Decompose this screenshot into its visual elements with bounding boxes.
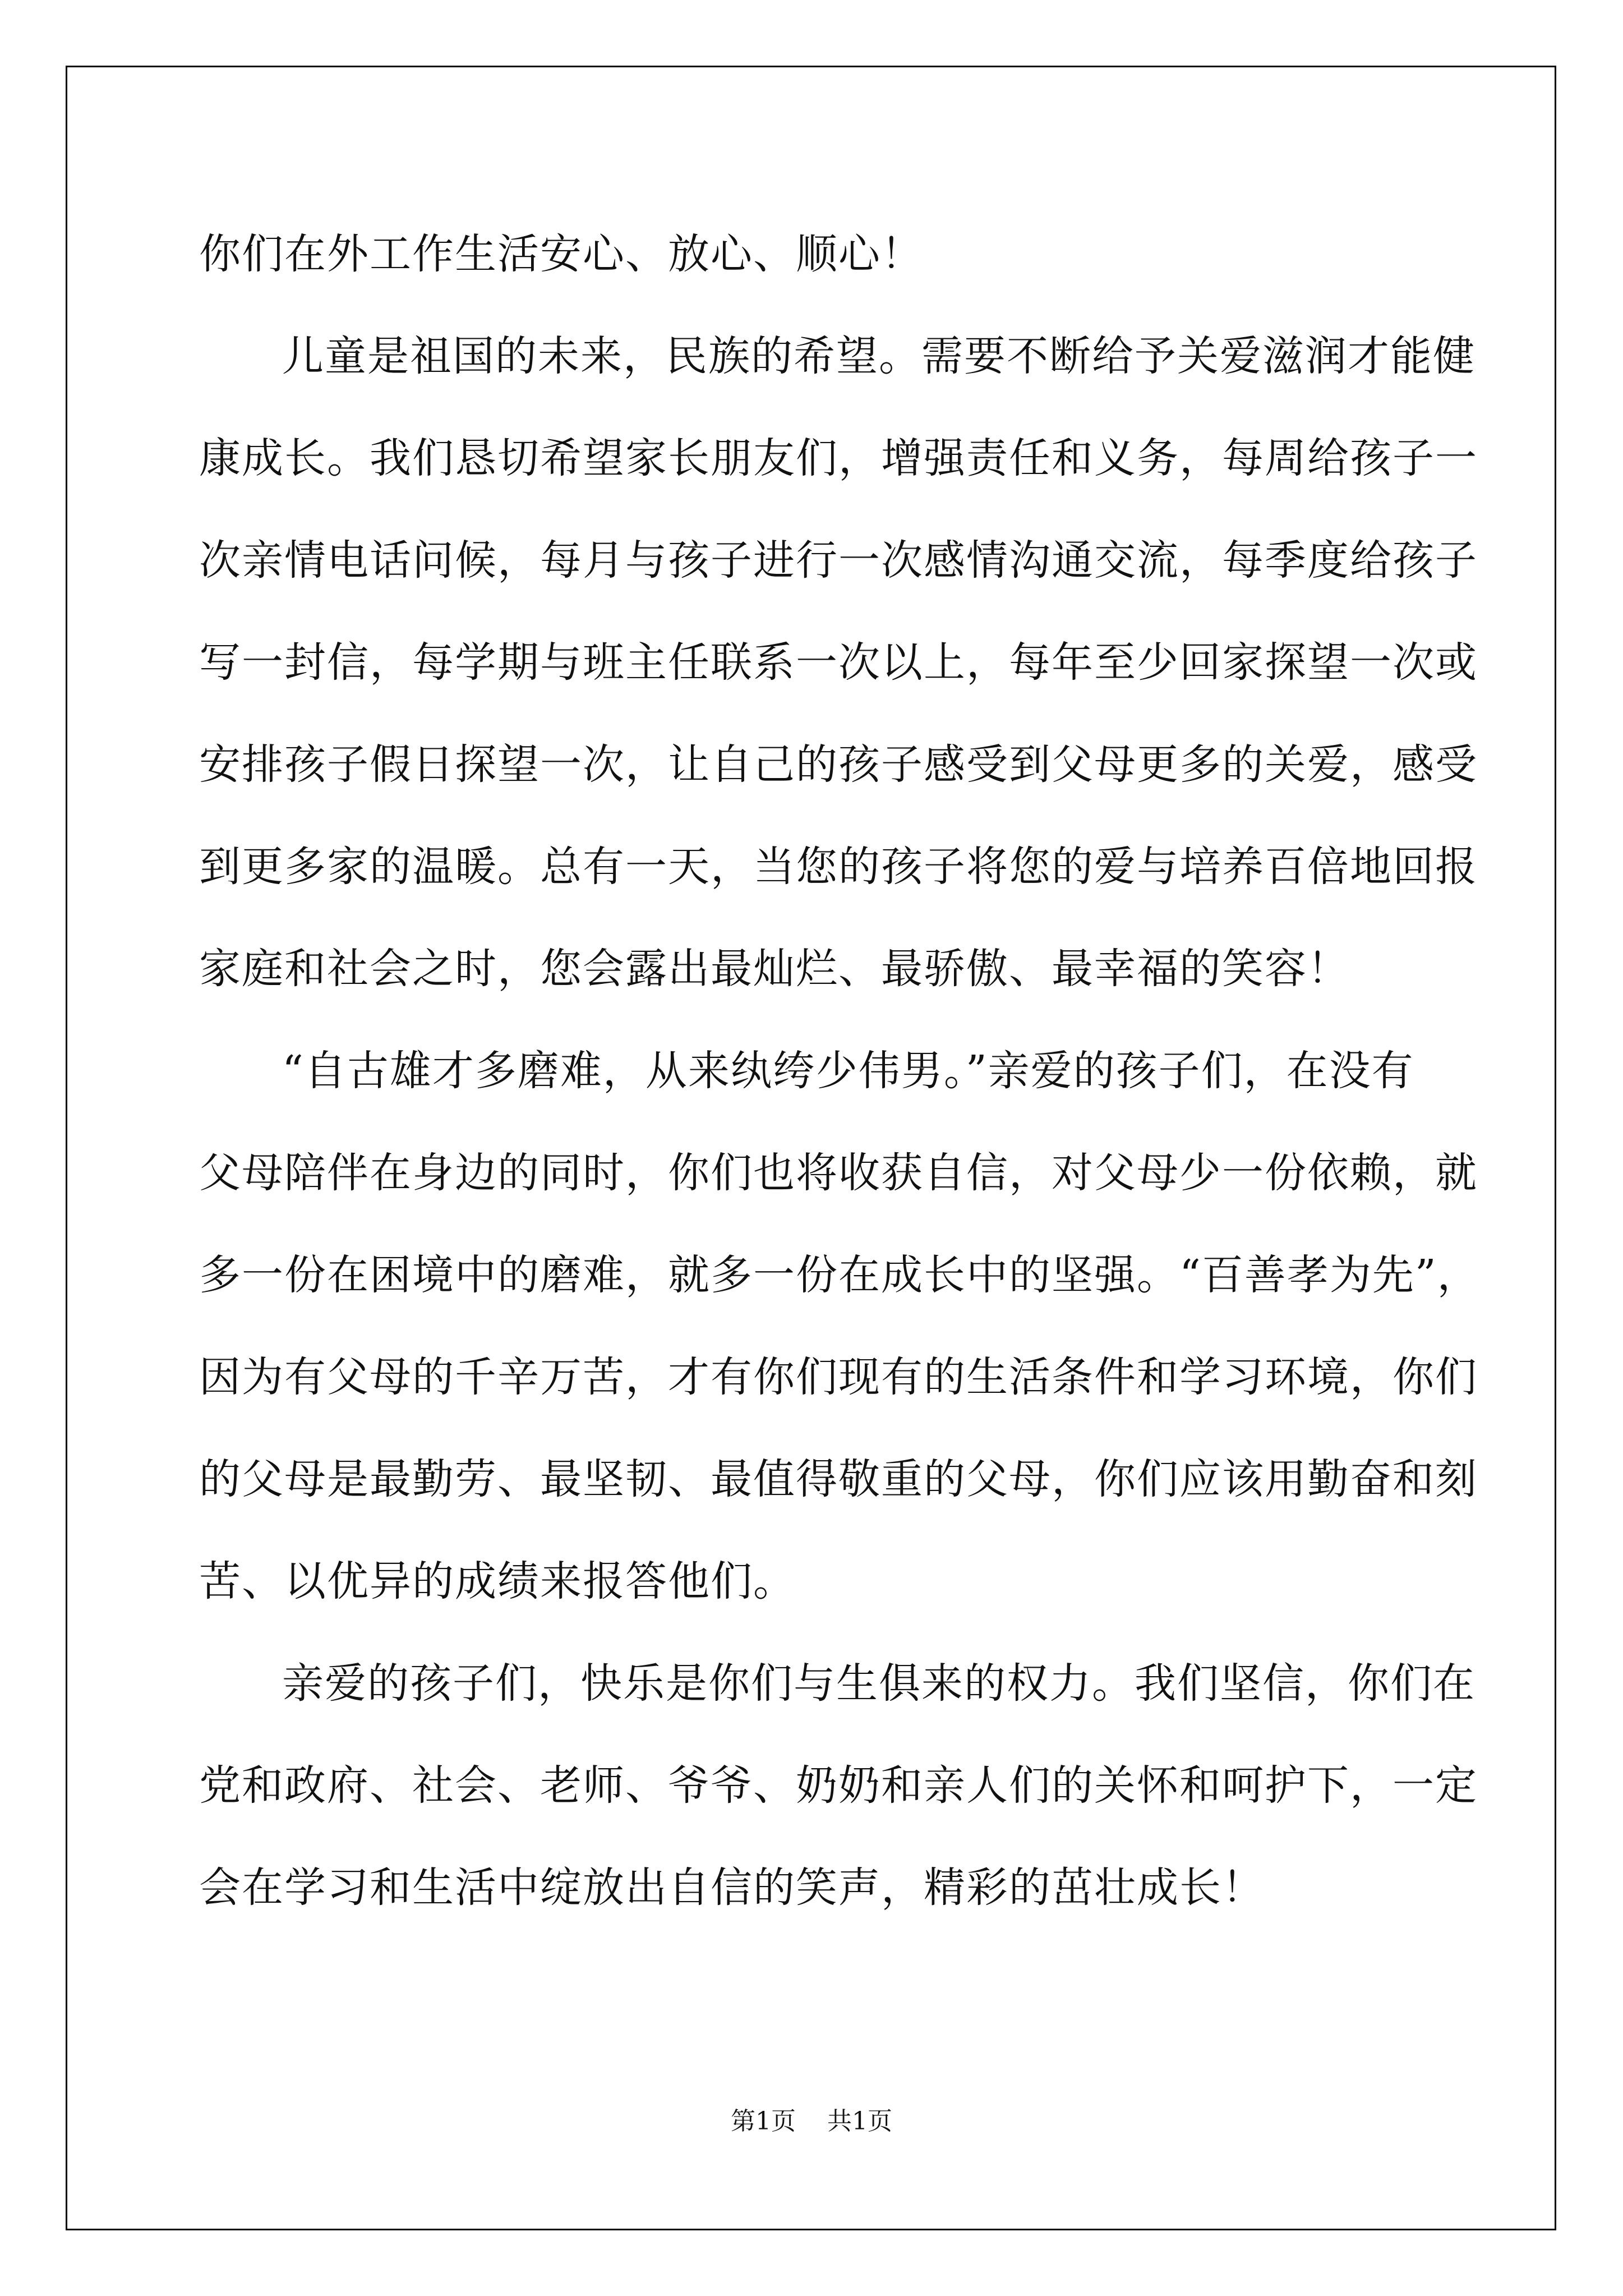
text-line: 的父母是最勤劳、最坚韧、最值得敬重的父母，你们应该用勤奋和刻 [199, 1455, 1478, 1503]
text-line: “自古雄才多磨难，从来纨绔少伟男。”亲爱的孩子们，在没有 [282, 1047, 1414, 1095]
text-line: 安排孩子假日探望一次，让自己的孩子感受到父母更多的关爱，感受 [199, 740, 1478, 789]
paragraph [199, 203, 1444, 305]
text-line: 亲爱的孩子们，快乐是你们与生俱来的权力。我们坚信，你们在 [282, 1659, 1476, 1708]
text-line: 苦、以优异的成绩来报答他们。 [199, 1557, 796, 1605]
text-line: 儿童是祖国的未来，民族的希望。需要不断给予关爱滋润才能健 [282, 332, 1476, 380]
page-number: 第1页 [731, 2107, 796, 2136]
page-total: 共1页 [827, 2107, 892, 2136]
text-line: 次亲情电话问候，每月与孩子进行一次感情沟通交流，每季度给孩子 [199, 536, 1478, 585]
paragraph [199, 305, 1478, 1020]
text-line: 会在学习和生活中绽放出自信的笑声，精彩的茁壮成长！ [199, 1864, 1265, 1912]
text-line: 党和政府、社会、老师、爷爷、奶奶和亲人们的关怀和呵护下，一定 [199, 1761, 1478, 1810]
text-line: 因为有父母的千辛万苦，才有你们现有的生活条件和学习环境，你们 [199, 1353, 1478, 1401]
text-line: 父母陪伴在身边的同时，你们也将收获自信，对父母少一份依赖，就 [199, 1149, 1478, 1197]
document-body [199, 203, 1480, 1939]
paragraph [199, 1020, 1480, 1632]
text-line: 家庭和社会之时，您会露出最灿烂、最骄傲、最幸福的笑容！ [199, 945, 1350, 993]
text-line: 康成长。我们恳切希望家长朋友们，增强责任和义务，每周给孩子一 [199, 434, 1478, 482]
page-footer [0, 2101, 1623, 2137]
text-line: 到更多家的温暖。总有一天，当您的孩子将您的爱与培养百倍地回报 [199, 843, 1478, 891]
text-line: 你们在外工作生活安心、放心、顺心！ [199, 230, 924, 278]
text-line: 写一封信，每学期与班主任联系一次以上，每年至少回家探望一次或 [199, 638, 1478, 687]
paragraph [199, 1632, 1478, 1939]
text-line: 多一份在困境中的磨难，就多一份在成长中的坚强。“百善孝为先”， [199, 1251, 1480, 1299]
